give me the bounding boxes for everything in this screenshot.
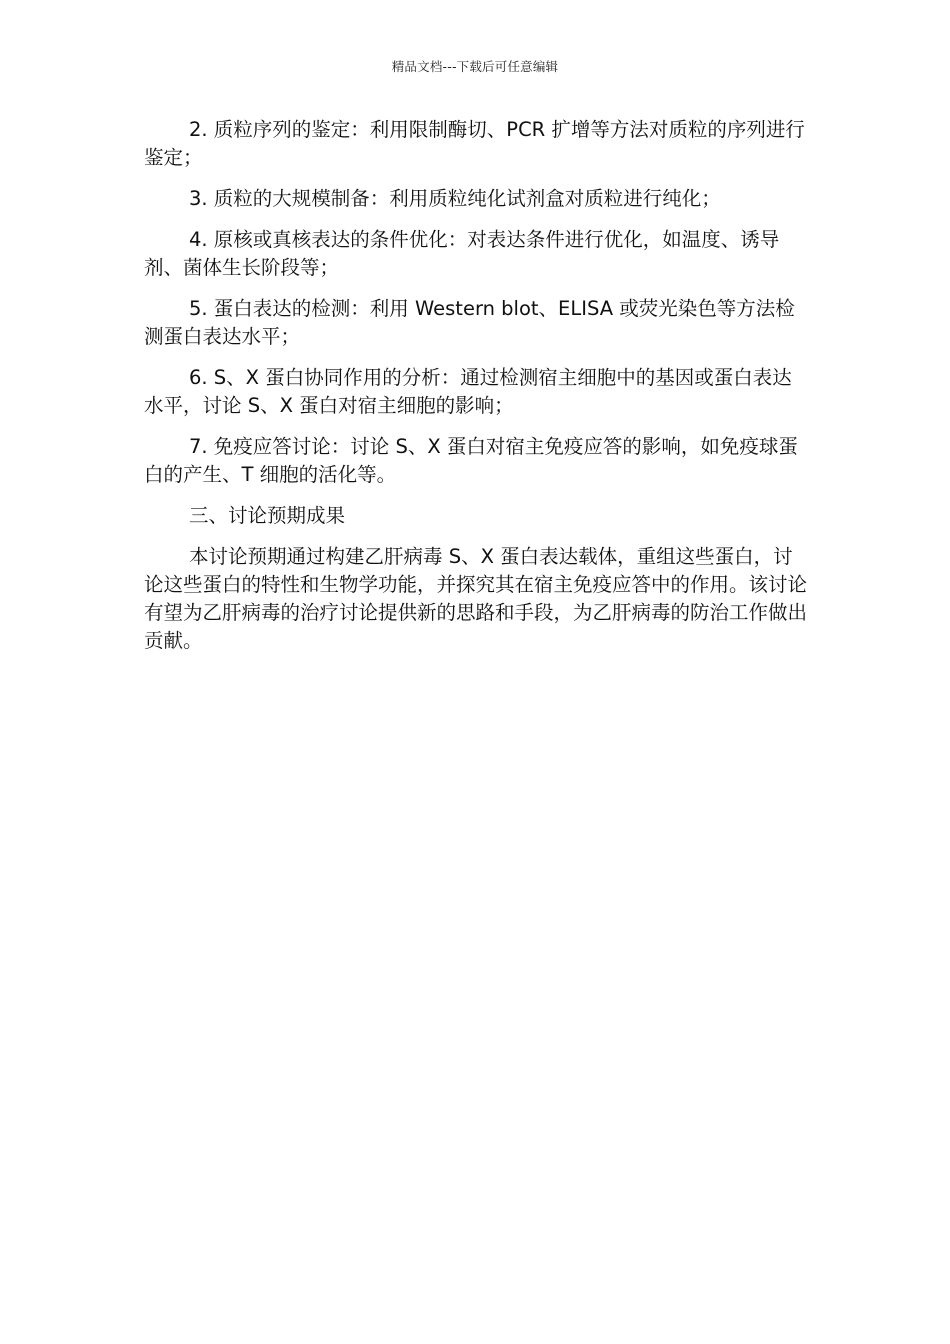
paragraph-step-6: 6. S、X 蛋白协同作用的分析：通过检测宿主细胞中的基因或蛋白表达水平，讨论 S、X 蛋白对宿主细胞的影响； (144, 366, 792, 417)
paragraph-step-4: 4. 原核或真核表达的条件优化：对表达条件进行优化，如温度、诱导剂、菌体生长阶段等； (144, 228, 780, 279)
document-body (144, 116, 810, 668)
paragraph-step-2: 2. 质粒序列的鉴定：利用限制酶切、PCR 扩增等方法对质粒的序列进行鉴定； (144, 118, 805, 169)
paragraph-step-7: 7. 免疫应答讨论：讨论 S、X 蛋白对宿主免疫应答的影响，如免疫球蛋白的产生、T 细胞的活化等。 (144, 435, 798, 486)
paragraph-step-5: 5. 蛋白表达的检测：利用 Western blot、ELISA 或荧光染色等方法检测蛋白表达水平； (144, 297, 795, 348)
paragraph-expected-results: 本讨论预期通过构建乙肝病毒 S、X 蛋白表达载体，重组这些蛋白，讨论这些蛋白的特性和生物学功能，并探究其在宿主免疫应答中的作用。该讨论有望为乙肝病毒的治疗讨论提供新的思路和手段，为乙肝病毒的防治工作做出贡献。 (144, 545, 808, 652)
section-heading-expected-results: 三、讨论预期成果 (189, 504, 346, 527)
page-header: 精品文档---下载后可任意编辑 (391, 59, 559, 74)
paragraph-step-3: 3. 质粒的大规模制备：利用质粒纯化试剂盒对质粒进行纯化； (189, 187, 721, 210)
